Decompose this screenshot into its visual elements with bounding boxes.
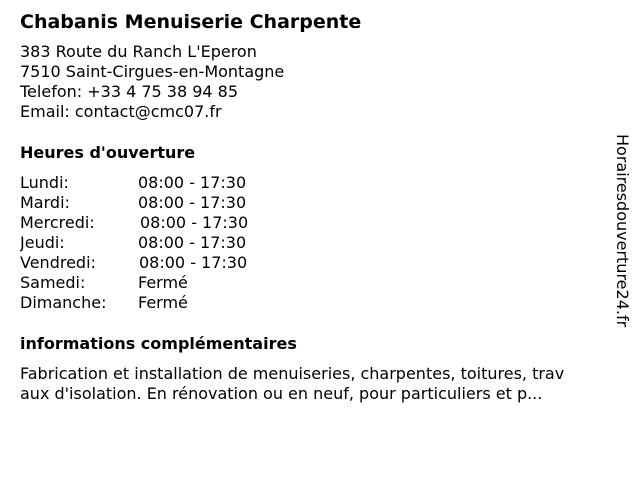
- day-label: Lundi:: [20, 173, 69, 192]
- time-value: Fermé: [138, 293, 188, 312]
- site-watermark: Horairesdouverture24.fr: [613, 134, 632, 328]
- address-street: 383 Route du Ranch L'Eperon: [20, 42, 257, 61]
- phone-text: Telefon: +33 4 75 38 94 85: [20, 82, 239, 101]
- hours-row-monday: [20, 173, 616, 193]
- business-card: [20, 10, 616, 470]
- info-line: aux d'isolation. En rénovation ou en neuf, pour particuliers et p...: [20, 384, 543, 403]
- hours-row-thursday: [20, 233, 616, 253]
- info-heading: informations complémentaires: [20, 334, 297, 353]
- day-label: Vendredi:: [20, 253, 96, 272]
- time-value: 08:00 - 17:30: [140, 213, 249, 232]
- day-label: Mercredi:: [20, 213, 95, 232]
- hours-row-friday: [20, 253, 616, 273]
- time-value: 08:00 - 17:30: [138, 173, 247, 192]
- email-text: Email: contact@cmc07.fr: [20, 102, 222, 121]
- business-name: Chabanis Menuiserie Charpente: [20, 11, 362, 33]
- time-value: 08:00 - 17:30: [138, 233, 247, 252]
- info-line: Fabrication et installation de menuiseries, charpentes, toitures, trav: [20, 364, 565, 383]
- day-label: Samedi:: [20, 273, 86, 292]
- hours-row-sunday: [20, 293, 616, 313]
- hours-row-tuesday: [20, 193, 616, 213]
- hours-row-saturday: [20, 273, 616, 293]
- day-label: Mardi:: [20, 193, 70, 212]
- opening-hours-table: [20, 173, 616, 313]
- contact-block: [20, 42, 616, 122]
- info-description: [20, 364, 616, 404]
- time-value: 08:00 - 17:30: [138, 193, 247, 212]
- time-value: Fermé: [138, 273, 188, 292]
- day-label: Jeudi:: [20, 233, 65, 252]
- hours-row-wednesday: [20, 213, 616, 233]
- time-value: 08:00 - 17:30: [139, 253, 248, 272]
- address-city: 7510 Saint-Cirgues-en-Montagne: [20, 62, 285, 81]
- hours-heading: Heures d'ouverture: [20, 143, 196, 162]
- day-label: Dimanche:: [20, 293, 107, 312]
